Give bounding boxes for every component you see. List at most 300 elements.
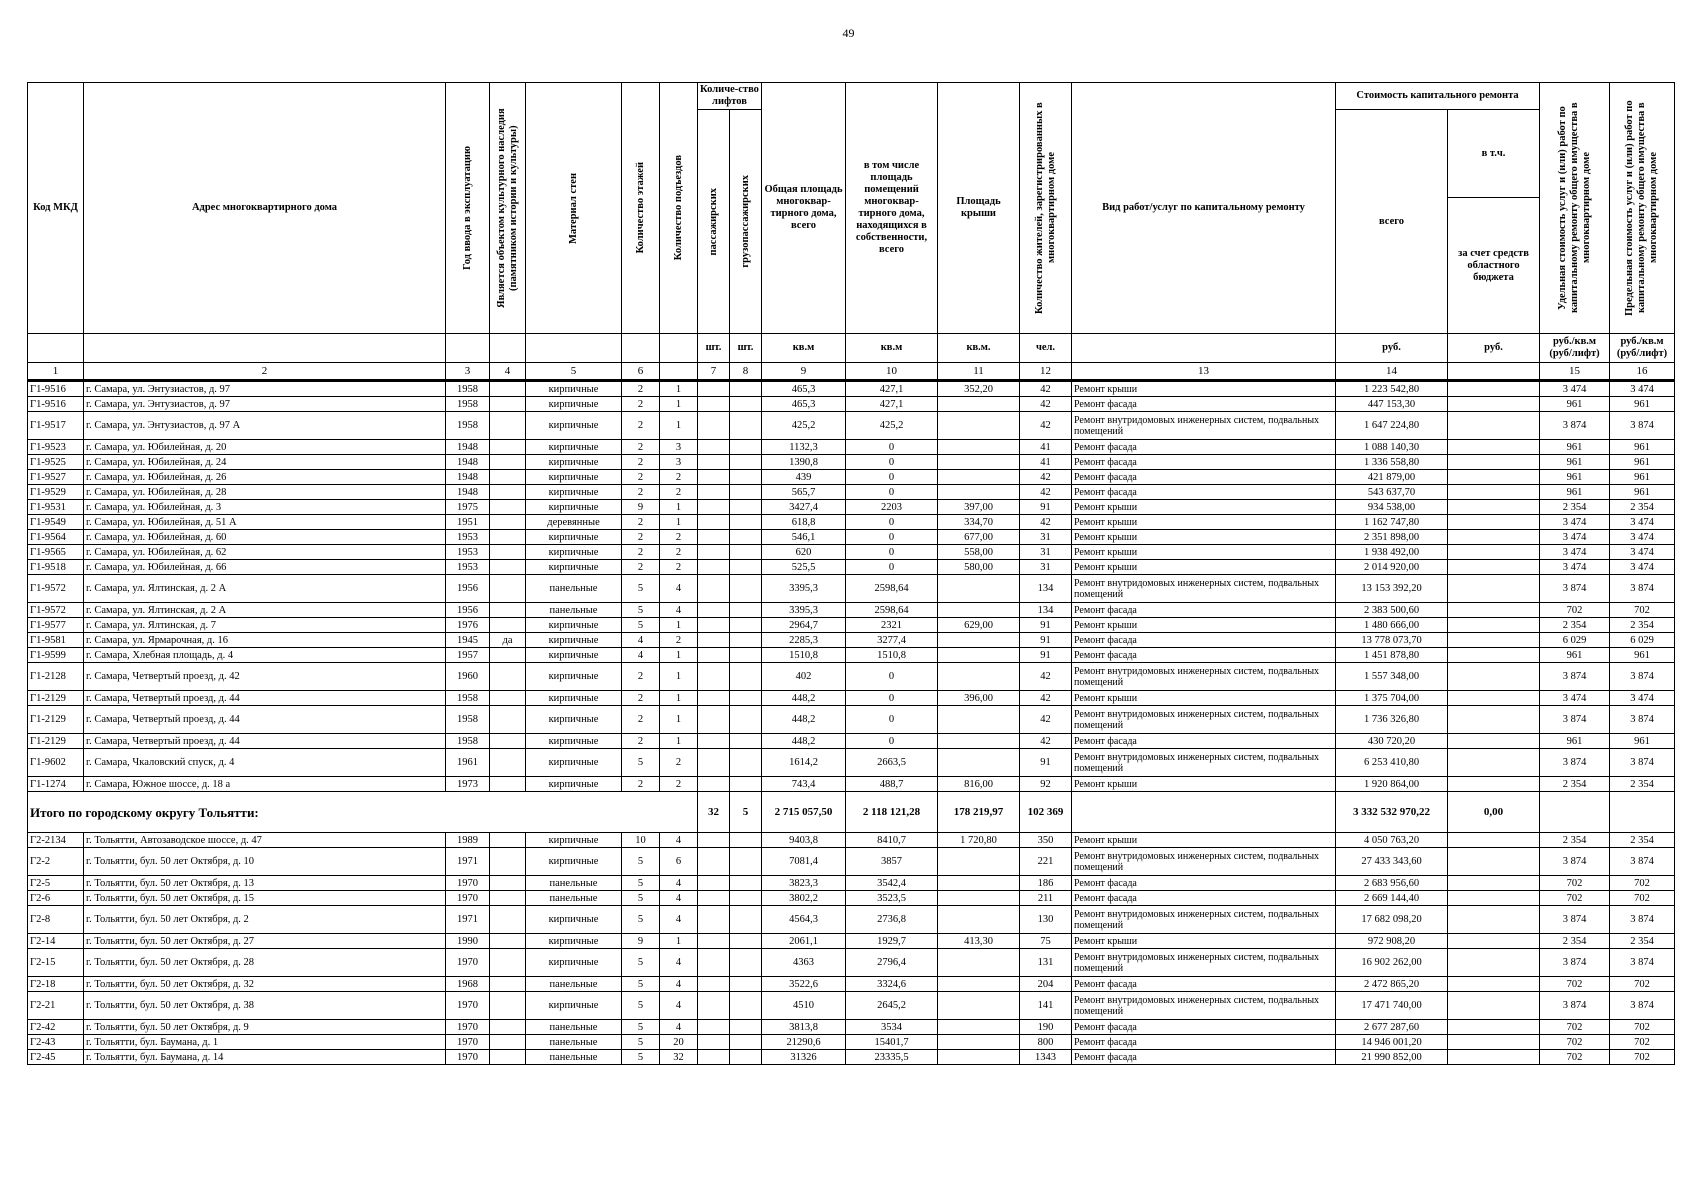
cell-lifts-passenger	[698, 545, 730, 560]
cell-year: 1970	[446, 891, 490, 906]
table-row	[28, 749, 1675, 777]
cell-owned-area: 2663,5	[846, 749, 938, 777]
cell-code: Г2-18	[28, 977, 84, 992]
cell-floors: 5	[622, 848, 660, 876]
cell-wall-material: кирпичные	[526, 734, 622, 749]
cell-total-area: 1390,8	[762, 455, 846, 470]
cell-lifts-cargo	[730, 530, 762, 545]
cell-wall-material: кирпичные	[526, 381, 622, 397]
cell-lifts-passenger	[698, 412, 730, 440]
cell-floors: 2	[622, 412, 660, 440]
cell-owned-area: 0	[846, 440, 938, 455]
cell-residents: 31	[1020, 560, 1072, 575]
cell-unit-cost: 961	[1540, 440, 1610, 455]
cell-unit-cost: 961	[1540, 455, 1610, 470]
cell-heritage	[490, 603, 526, 618]
cell-heritage	[490, 749, 526, 777]
cell-owned-area: 0	[846, 706, 938, 734]
cell-wall-material: панельные	[526, 876, 622, 891]
cell-max-cost: 3 874	[1610, 706, 1675, 734]
cell-floors: 2	[622, 485, 660, 500]
cell-lifts-passenger	[698, 1035, 730, 1050]
cell-cost-regional	[1448, 485, 1540, 500]
cell-roof-area	[938, 1050, 1020, 1065]
cell-floors: 5	[622, 891, 660, 906]
cell-unit-cost: 3 874	[1540, 992, 1610, 1020]
cell-residents: 42	[1020, 706, 1072, 734]
cell-residents: 42	[1020, 470, 1072, 485]
cell-unit-cost: 961	[1540, 734, 1610, 749]
header-entrances: Количество подъездов	[672, 155, 684, 261]
cell-roof-area	[938, 470, 1020, 485]
cell-unit-cost: 3 874	[1540, 749, 1610, 777]
cell-heritage	[490, 734, 526, 749]
table-row	[28, 575, 1675, 603]
cell-heritage	[490, 706, 526, 734]
cell-code: Г2-21	[28, 992, 84, 1020]
cell-roof-area: 352,20	[938, 381, 1020, 397]
cell-owned-area: 0	[846, 530, 938, 545]
cell-unit-cost: 961	[1540, 485, 1610, 500]
cell-cost-total: 1 223 542,80	[1336, 381, 1448, 397]
cell-cost-total: 21 990 852,00	[1336, 1050, 1448, 1065]
cell-roof-area: 1 720,80	[938, 833, 1020, 848]
cell-max-cost: 6 029	[1610, 633, 1675, 648]
cell-entrances: 1	[660, 663, 698, 691]
cell-lifts-passenger	[698, 949, 730, 977]
cell-year: 1958	[446, 734, 490, 749]
table-row	[28, 833, 1675, 848]
cell-roof-area: 580,00	[938, 560, 1020, 575]
cell-wall-material: кирпичные	[526, 633, 622, 648]
cell-heritage	[490, 906, 526, 934]
cell-entrances: 1	[660, 412, 698, 440]
cell-max-cost: 702	[1610, 977, 1675, 992]
cell-total-area: 1510,8	[762, 648, 846, 663]
cell-year: 1958	[446, 706, 490, 734]
cell-cost-total: 421 879,00	[1336, 470, 1448, 485]
cell-unit-cost: 2 354	[1540, 500, 1610, 515]
cell-heritage	[490, 648, 526, 663]
cell-year: 1953	[446, 545, 490, 560]
cell-roof-area	[938, 575, 1020, 603]
cell-lifts-cargo	[730, 397, 762, 412]
cell-unit-cost: 2 354	[1540, 934, 1610, 949]
cell-wall-material: кирпичные	[526, 663, 622, 691]
cell-unit-cost: 702	[1540, 891, 1610, 906]
cell-max-cost: 702	[1610, 891, 1675, 906]
cell-cost-total: 13 778 073,70	[1336, 633, 1448, 648]
cell-address: г. Тольятти, бул. 50 лет Октября, д. 13	[84, 876, 446, 891]
cell-cost-regional	[1448, 734, 1540, 749]
cell-roof-area	[938, 603, 1020, 618]
cell-roof-area	[938, 906, 1020, 934]
cell-wall-material: кирпичные	[526, 560, 622, 575]
cell-lifts-cargo	[730, 603, 762, 618]
cell-floors: 4	[622, 648, 660, 663]
cell-code: Г1-9529	[28, 485, 84, 500]
header-unit-cost: Удельная стоимость услуг и (или) работ по капитальному ремонту общего имущества в многоквартирном доме	[1556, 102, 1592, 314]
cell-lifts-cargo	[730, 500, 762, 515]
cell-work-type: Ремонт крыши	[1072, 934, 1336, 949]
cell-cost-total: 2 351 898,00	[1336, 530, 1448, 545]
capital-repair-table	[27, 82, 1675, 1065]
cell-unit-cost: 3 874	[1540, 949, 1610, 977]
cell-max-cost: 3 474	[1610, 381, 1675, 397]
cell-residents: 31	[1020, 530, 1072, 545]
cell-address: г. Самара, Чкаловский спуск, д. 4	[84, 749, 446, 777]
cell-total-area: 546,1	[762, 530, 846, 545]
cell-roof-area	[938, 977, 1020, 992]
cell-work-type: Ремонт крыши	[1072, 777, 1336, 792]
cell-year: 1970	[446, 876, 490, 891]
cell-address: г. Самара, ул. Юбилейная, д. 3	[84, 500, 446, 515]
unit-lifts-cargo: шт.	[730, 334, 762, 363]
cell-heritage	[490, 992, 526, 1020]
cell-residents: 204	[1020, 977, 1072, 992]
table-row	[28, 934, 1675, 949]
cell-entrances: 1	[660, 734, 698, 749]
cell-address: г. Самара, Южное шоссе, д. 18 а	[84, 777, 446, 792]
cell-max-cost: 961	[1610, 734, 1675, 749]
cell-heritage	[490, 691, 526, 706]
cell-cost-regional	[1448, 934, 1540, 949]
header-address: Адрес многоквартирного дома	[84, 83, 446, 334]
cell-work-type: Ремонт внутридомовых инженерных систем, подвальных помещений	[1072, 749, 1336, 777]
cell-total-area: 448,2	[762, 691, 846, 706]
cell-cost-total: 447 153,30	[1336, 397, 1448, 412]
cell-roof-area	[938, 440, 1020, 455]
table-row	[28, 663, 1675, 691]
cell-heritage	[490, 949, 526, 977]
cell-work-type: Ремонт внутридомовых инженерных систем, подвальных помещений	[1072, 706, 1336, 734]
cell-unit-cost: 702	[1540, 1050, 1610, 1065]
cell-heritage	[490, 1020, 526, 1035]
cell-residents: 141	[1020, 992, 1072, 1020]
cell-max-cost: 702	[1610, 603, 1675, 618]
cell-year: 1970	[446, 1020, 490, 1035]
cell-code: Г1-9549	[28, 515, 84, 530]
cell-work-type: Ремонт крыши	[1072, 833, 1336, 848]
cell-code: Г1-9581	[28, 633, 84, 648]
cell-residents: 41	[1020, 440, 1072, 455]
cell-code: Г1-9599	[28, 648, 84, 663]
header-incl: в т.ч.	[1448, 110, 1540, 198]
cell-lifts-cargo	[730, 1035, 762, 1050]
cell-unit-cost: 3 874	[1540, 663, 1610, 691]
cell-unit-cost: 3 474	[1540, 515, 1610, 530]
cell-unit-cost: 961	[1540, 470, 1610, 485]
cell-floors: 4	[622, 633, 660, 648]
cell-total-area: 7081,4	[762, 848, 846, 876]
cell-owned-area: 3534	[846, 1020, 938, 1035]
cell-heritage	[490, 455, 526, 470]
cell-max-cost: 3 474	[1610, 691, 1675, 706]
cell-total-area: 9403,8	[762, 833, 846, 848]
cell-lifts-passenger	[698, 734, 730, 749]
cell-entrances: 32	[660, 1050, 698, 1065]
cell-lifts-cargo	[730, 455, 762, 470]
column-number: 16	[1610, 363, 1675, 381]
cell-floors: 2	[622, 734, 660, 749]
cell-year: 1958	[446, 397, 490, 412]
unit-cost-total: руб.	[1336, 334, 1448, 363]
cell-wall-material: панельные	[526, 575, 622, 603]
cell-max-cost: 3 474	[1610, 560, 1675, 575]
table-row	[28, 440, 1675, 455]
cell-address: г. Самара, ул. Энтузиастов, д. 97 А	[84, 412, 446, 440]
cell-cost-total: 1 451 878,80	[1336, 648, 1448, 663]
cell-work-type: Ремонт внутридомовых инженерных систем, подвальных помещений	[1072, 906, 1336, 934]
cell-cost-total: 1 162 747,80	[1336, 515, 1448, 530]
cell-roof-area: 334,70	[938, 515, 1020, 530]
cell-heritage	[490, 1050, 526, 1065]
cell-work-type: Ремонт крыши	[1072, 381, 1336, 397]
cell-owned-area: 0	[846, 691, 938, 706]
cell-wall-material: кирпичные	[526, 648, 622, 663]
cell-heritage	[490, 977, 526, 992]
table-row	[28, 691, 1675, 706]
cell-work-type: Ремонт фасада	[1072, 734, 1336, 749]
cell-entrances: 1	[660, 381, 698, 397]
cell-max-cost: 2 354	[1610, 833, 1675, 848]
table-row	[28, 977, 1675, 992]
cell-residents: 131	[1020, 949, 1072, 977]
cell-address: г. Самара, ул. Юбилейная, д. 28	[84, 485, 446, 500]
cell-cost-regional	[1448, 663, 1540, 691]
cell-code: Г1-9565	[28, 545, 84, 560]
total-row-togliatti	[28, 792, 1675, 833]
cell-address: г. Самара, ул. Энтузиастов, д. 97	[84, 381, 446, 397]
cell-max-cost: 3 474	[1610, 530, 1675, 545]
cell-owned-area: 427,1	[846, 381, 938, 397]
cell-residents: 221	[1020, 848, 1072, 876]
cell-lifts-passenger	[698, 633, 730, 648]
cell-total-area: 439	[762, 470, 846, 485]
unit-roof-area: кв.м.	[938, 334, 1020, 363]
cell-work-type: Ремонт крыши	[1072, 500, 1336, 515]
cell-heritage	[490, 397, 526, 412]
cell-max-cost: 961	[1610, 455, 1675, 470]
cell-wall-material: кирпичные	[526, 412, 622, 440]
table-row	[28, 603, 1675, 618]
cell-code: Г1-9525	[28, 455, 84, 470]
cell-heritage	[490, 618, 526, 633]
cell-wall-material: кирпичные	[526, 934, 622, 949]
cell-max-cost: 2 354	[1610, 618, 1675, 633]
cell-unit-cost: 3 874	[1540, 906, 1610, 934]
cell-cost-regional	[1448, 440, 1540, 455]
cell-year: 1976	[446, 618, 490, 633]
column-number: 14	[1336, 363, 1448, 381]
table-row	[28, 848, 1675, 876]
cell-year: 1970	[446, 1035, 490, 1050]
cell-roof-area	[938, 485, 1020, 500]
cell-total-area: 4510	[762, 992, 846, 1020]
cell-floors: 9	[622, 934, 660, 949]
cell-cost-regional	[1448, 949, 1540, 977]
cell-lifts-passenger	[698, 455, 730, 470]
cell-code: Г1-9527	[28, 470, 84, 485]
cell-lifts-cargo	[730, 381, 762, 397]
cell-address: г. Самара, ул. Юбилейная, д. 62	[84, 545, 446, 560]
cell-residents: 42	[1020, 691, 1072, 706]
header-heritage: Является объектом культурного наследия (памятником истории и культуры)	[495, 108, 519, 308]
cell-residents: 134	[1020, 575, 1072, 603]
header-work-type: Вид работ/услуг по капитальному ремонту	[1072, 83, 1336, 334]
cell-lifts-passenger	[698, 397, 730, 412]
cell-floors: 2	[622, 440, 660, 455]
cell-entrances: 2	[660, 633, 698, 648]
unit-owned-area: кв.м	[846, 334, 938, 363]
cell-entrances: 2	[660, 749, 698, 777]
cell-code: Г2-15	[28, 949, 84, 977]
cell-cost-regional	[1448, 397, 1540, 412]
cell-cost-total: 543 637,70	[1336, 485, 1448, 500]
cell-entrances: 4	[660, 575, 698, 603]
column-number: 12	[1020, 363, 1072, 381]
cell-entrances: 4	[660, 992, 698, 1020]
cell-owned-area: 0	[846, 455, 938, 470]
cell-residents: 75	[1020, 934, 1072, 949]
cell-unit-cost: 3 474	[1540, 381, 1610, 397]
cell-entrances: 1	[660, 934, 698, 949]
cell-entrances: 4	[660, 949, 698, 977]
table-row	[28, 876, 1675, 891]
cell-max-cost: 3 874	[1610, 663, 1675, 691]
cell-code: Г2-5	[28, 876, 84, 891]
cell-lifts-passenger	[698, 906, 730, 934]
cell-entrances: 2	[660, 485, 698, 500]
cell-wall-material: кирпичные	[526, 949, 622, 977]
cell-work-type: Ремонт фасада	[1072, 470, 1336, 485]
cell-entrances: 2	[660, 470, 698, 485]
cell-cost-total: 4 050 763,20	[1336, 833, 1448, 848]
cell-owned-area: 1510,8	[846, 648, 938, 663]
cell-total-area: 1132,3	[762, 440, 846, 455]
cell-work-type: Ремонт фасада	[1072, 891, 1336, 906]
cell-year: 1971	[446, 848, 490, 876]
cell-entrances: 4	[660, 603, 698, 618]
cell-year: 1961	[446, 749, 490, 777]
cell-total-area: 3522,6	[762, 977, 846, 992]
unit-total-area: кв.м	[762, 334, 846, 363]
cell-unit-cost: 702	[1540, 1035, 1610, 1050]
table-row	[28, 515, 1675, 530]
total-owned-area: 2 118 121,28	[846, 792, 938, 833]
cell-cost-regional	[1448, 992, 1540, 1020]
cell-owned-area: 0	[846, 515, 938, 530]
total-roof-area: 178 219,97	[938, 792, 1020, 833]
cell-lifts-passenger	[698, 500, 730, 515]
header-lifts-cargo: грузопассажирских	[739, 175, 751, 268]
cell-wall-material: кирпичные	[526, 470, 622, 485]
cell-year: 1970	[446, 949, 490, 977]
column-number	[660, 363, 698, 381]
cell-roof-area	[938, 949, 1020, 977]
cell-year: 1958	[446, 691, 490, 706]
total-lifts-cargo: 5	[730, 792, 762, 833]
samara-rows	[28, 381, 1675, 792]
cell-heritage	[490, 440, 526, 455]
cell-entrances: 1	[660, 648, 698, 663]
cell-roof-area: 677,00	[938, 530, 1020, 545]
cell-lifts-cargo	[730, 1050, 762, 1065]
column-number: 9	[762, 363, 846, 381]
cell-lifts-passenger	[698, 515, 730, 530]
cell-work-type: Ремонт фасада	[1072, 648, 1336, 663]
cell-roof-area	[938, 749, 1020, 777]
cell-address: г. Тольятти, бул. 50 лет Октября, д. 9	[84, 1020, 446, 1035]
cell-year: 1948	[446, 440, 490, 455]
cell-cost-total: 1 375 704,00	[1336, 691, 1448, 706]
cell-owned-area: 3523,5	[846, 891, 938, 906]
total-residents: 102 369	[1020, 792, 1072, 833]
cell-cost-regional	[1448, 560, 1540, 575]
cell-code: Г2-45	[28, 1050, 84, 1065]
cell-cost-regional	[1448, 603, 1540, 618]
cell-floors: 5	[622, 618, 660, 633]
cell-lifts-passenger	[698, 934, 730, 949]
header-lifts-passenger: пассажирских	[707, 187, 719, 256]
cell-owned-area: 0	[846, 485, 938, 500]
cell-roof-area	[938, 734, 1020, 749]
cell-cost-regional	[1448, 1050, 1540, 1065]
cell-cost-regional	[1448, 648, 1540, 663]
cell-wall-material: кирпичные	[526, 618, 622, 633]
cell-owned-area: 2796,4	[846, 949, 938, 977]
cell-year: 1958	[446, 381, 490, 397]
cell-lifts-passenger	[698, 706, 730, 734]
cell-unit-cost: 702	[1540, 603, 1610, 618]
cell-residents: 42	[1020, 412, 1072, 440]
cell-address: г. Самара, ул. Ярмарочная, д. 16	[84, 633, 446, 648]
cell-year: 1970	[446, 992, 490, 1020]
table-row	[28, 560, 1675, 575]
cell-code: Г1-9572	[28, 603, 84, 618]
cell-lifts-cargo	[730, 977, 762, 992]
cell-cost-total: 6 253 410,80	[1336, 749, 1448, 777]
cell-work-type: Ремонт фасада	[1072, 1020, 1336, 1035]
cell-entrances: 1	[660, 515, 698, 530]
cell-floors: 2	[622, 663, 660, 691]
cell-code: Г1-9572	[28, 575, 84, 603]
cell-residents: 42	[1020, 397, 1072, 412]
cell-owned-area: 0	[846, 734, 938, 749]
cell-work-type: Ремонт фасада	[1072, 440, 1336, 455]
cell-lifts-cargo	[730, 575, 762, 603]
cell-code: Г1-9564	[28, 530, 84, 545]
cell-year: 1948	[446, 470, 490, 485]
cell-total-area: 3823,3	[762, 876, 846, 891]
cell-year: 1968	[446, 977, 490, 992]
cell-owned-area: 2203	[846, 500, 938, 515]
cell-floors: 2	[622, 560, 660, 575]
cell-total-area: 3427,4	[762, 500, 846, 515]
cell-address: г. Самара, ул. Юбилейная, д. 60	[84, 530, 446, 545]
header-owned-area: в том числе площадь помещений многоквар-тирного дома, находящихся в собственности, всего	[846, 83, 938, 334]
cell-roof-area: 558,00	[938, 545, 1020, 560]
cell-address: г. Самара, Четвертый проезд, д. 44	[84, 691, 446, 706]
table-row	[28, 397, 1675, 412]
cell-address: г. Тольятти, бул. 50 лет Октября, д. 38	[84, 992, 446, 1020]
cell-cost-total: 16 902 262,00	[1336, 949, 1448, 977]
cell-max-cost: 3 874	[1610, 575, 1675, 603]
cell-roof-area	[938, 455, 1020, 470]
cell-entrances: 4	[660, 876, 698, 891]
cell-wall-material: панельные	[526, 977, 622, 992]
cell-wall-material: кирпичные	[526, 545, 622, 560]
